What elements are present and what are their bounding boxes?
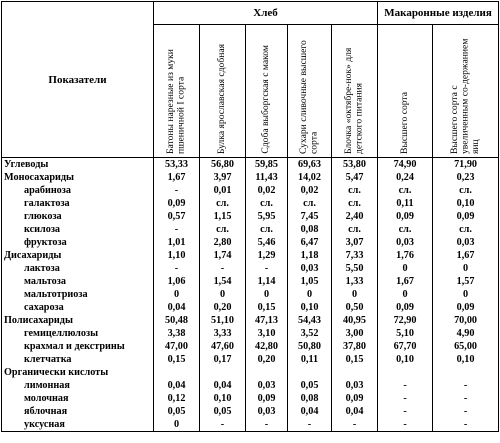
cell-value: 0,02 xyxy=(288,184,332,197)
cell-value: 65,00 xyxy=(433,340,499,353)
table-row xyxy=(2,314,499,327)
cell-value: 72,90 xyxy=(378,314,433,327)
table-row xyxy=(2,197,499,210)
cell-value: 0,04 xyxy=(154,379,200,392)
cell-value: 0,10 xyxy=(433,353,499,366)
cell-value: 0,04 xyxy=(332,405,378,418)
table-row xyxy=(2,236,499,249)
cell-value: 0,10 xyxy=(200,392,246,405)
cell-value: сл. xyxy=(378,184,433,197)
cell-value: 74,90 xyxy=(378,158,433,172)
row-label: клетчатка xyxy=(2,353,154,366)
cell-value xyxy=(246,366,288,379)
cell-value: 0,09 xyxy=(378,210,433,223)
cell-value: 56,80 xyxy=(200,158,246,172)
cell-value: 0,10 xyxy=(288,301,332,314)
cell-value: 1,01 xyxy=(154,236,200,249)
cell-value: 0,15 xyxy=(246,301,288,314)
cell-value: 0,17 xyxy=(200,353,246,366)
cell-value: 1,67 xyxy=(154,171,200,184)
row-label: Полисахариды xyxy=(2,314,154,327)
cell-value: 0,15 xyxy=(154,353,200,366)
table-row xyxy=(2,301,499,314)
cell-value: - xyxy=(246,418,288,432)
table-row xyxy=(2,288,499,301)
cell-value: 0,05 xyxy=(154,405,200,418)
carbohydrates-table xyxy=(1,1,499,432)
cell-value: 50,48 xyxy=(154,314,200,327)
cell-value: сл. xyxy=(288,197,332,210)
cell-value: 1,14 xyxy=(246,275,288,288)
cell-value: 0 xyxy=(154,418,200,432)
indicator-header: Показатели xyxy=(2,2,154,158)
cell-value: 14,02 xyxy=(288,171,332,184)
table-row xyxy=(2,210,499,223)
cell-value: - xyxy=(433,405,499,418)
cell-value: сл. xyxy=(332,223,378,236)
cell-value: 71,90 xyxy=(433,158,499,172)
cell-value: 53,33 xyxy=(154,158,200,172)
cell-value: 0 xyxy=(288,288,332,301)
cell-value: 3,07 xyxy=(332,236,378,249)
cell-value: 5,95 xyxy=(246,210,288,223)
cell-value: 7,45 xyxy=(288,210,332,223)
cell-value: 47,60 xyxy=(200,340,246,353)
cell-value: 1,33 xyxy=(332,275,378,288)
row-label: лактоза xyxy=(2,262,154,275)
cell-value: 0,08 xyxy=(288,223,332,236)
cell-value: 0,10 xyxy=(378,353,433,366)
cell-value: 3,10 xyxy=(246,327,288,340)
table-row xyxy=(2,340,499,353)
cell-value: 0,05 xyxy=(200,405,246,418)
cell-value: 0,11 xyxy=(378,197,433,210)
row-label: фруктоза xyxy=(2,236,154,249)
cell-value xyxy=(288,366,332,379)
column-header: Батоны нарезные из муки пшеничной I сорта xyxy=(154,25,200,158)
cell-value: 0,04 xyxy=(154,301,200,314)
cell-value: 0,20 xyxy=(246,353,288,366)
cell-value: 3,33 xyxy=(200,327,246,340)
row-label: лимонная xyxy=(2,379,154,392)
cell-value: 0,09 xyxy=(378,301,433,314)
column-header: Сухари сливочные высшего сорта xyxy=(288,25,332,158)
cell-value: - xyxy=(332,418,378,432)
cell-value: - xyxy=(154,262,200,275)
table-body xyxy=(2,158,499,432)
cell-value: 3,00 xyxy=(332,327,378,340)
cell-value: сл. xyxy=(332,184,378,197)
cell-value: 0,03 xyxy=(433,236,499,249)
row-label: арабиноза xyxy=(2,184,154,197)
cell-value: 3,52 xyxy=(288,327,332,340)
cell-value: 0 xyxy=(246,288,288,301)
cell-value: сл. xyxy=(246,223,288,236)
cell-value: 0,11 xyxy=(288,353,332,366)
cell-value: 6,47 xyxy=(288,236,332,249)
cell-value: 0,09 xyxy=(246,392,288,405)
table-row xyxy=(2,379,499,392)
row-label: ксилоза xyxy=(2,223,154,236)
table-row xyxy=(2,184,499,197)
nutrition-table-container xyxy=(1,1,499,432)
cell-value: 0,20 xyxy=(200,301,246,314)
row-label: мальтотриоза xyxy=(2,288,154,301)
cell-value: сл. xyxy=(433,184,499,197)
cell-value: - xyxy=(378,392,433,405)
table-row xyxy=(2,327,499,340)
cell-value: 4,90 xyxy=(433,327,499,340)
row-label: яблочная xyxy=(2,405,154,418)
cell-value: 5,10 xyxy=(378,327,433,340)
table-row xyxy=(2,353,499,366)
cell-value: сл. xyxy=(378,223,433,236)
cell-value xyxy=(433,366,499,379)
cell-value: 0 xyxy=(378,288,433,301)
cell-value: - xyxy=(378,418,433,432)
row-label: молочная xyxy=(2,392,154,405)
row-label: глюкоза xyxy=(2,210,154,223)
row-label: галактоза xyxy=(2,197,154,210)
cell-value: 42,80 xyxy=(246,340,288,353)
column-header: Сдоба выборгская с маком xyxy=(246,25,288,158)
table-row xyxy=(2,366,499,379)
cell-value: 1,67 xyxy=(433,249,499,262)
cell-value: 47,13 xyxy=(246,314,288,327)
cell-value: 0 xyxy=(433,262,499,275)
cell-value: - xyxy=(378,405,433,418)
cell-value: 40,95 xyxy=(332,314,378,327)
table-row xyxy=(2,249,499,262)
cell-value: 51,10 xyxy=(200,314,246,327)
cell-value: 53,80 xyxy=(332,158,378,172)
cell-value: - xyxy=(288,418,332,432)
cell-value: 0,12 xyxy=(154,392,200,405)
column-header: Высшего сорта с увеличенным со-держанием яиц xyxy=(433,25,499,158)
row-label: гемицеллюлозы xyxy=(2,327,154,340)
cell-value: 0,04 xyxy=(200,379,246,392)
cell-value: 1,06 xyxy=(154,275,200,288)
column-header: Блочка «октябре-нок» для детского питания xyxy=(332,25,378,158)
cell-value: 0,03 xyxy=(246,405,288,418)
table-row xyxy=(2,392,499,405)
cell-value: 0,03 xyxy=(288,262,332,275)
cell-value: сл. xyxy=(200,223,246,236)
cell-value: 0,50 xyxy=(332,301,378,314)
table-row xyxy=(2,262,499,275)
cell-value: 0,24 xyxy=(378,171,433,184)
row-label: Моносахариды xyxy=(2,171,154,184)
cell-value xyxy=(378,366,433,379)
cell-value: 1,05 xyxy=(288,275,332,288)
column-header: Высшего сорта xyxy=(378,25,433,158)
cell-value: 0,03 xyxy=(246,379,288,392)
cell-value: 11,43 xyxy=(246,171,288,184)
row-label: мальтоза xyxy=(2,275,154,288)
cell-value: 0,04 xyxy=(288,405,332,418)
cell-value: 54,43 xyxy=(288,314,332,327)
cell-value: - xyxy=(200,418,246,432)
row-label: Углеводы xyxy=(2,158,154,172)
cell-value: 1,29 xyxy=(246,249,288,262)
pasta-group-header: Макаронные изделия xyxy=(378,2,499,25)
cell-value: 59,85 xyxy=(246,158,288,172)
cell-value: 67,70 xyxy=(378,340,433,353)
cell-value: 1,76 xyxy=(378,249,433,262)
cell-value: 0,57 xyxy=(154,210,200,223)
cell-value: 0 xyxy=(200,288,246,301)
cell-value: 3,38 xyxy=(154,327,200,340)
cell-value: 1,18 xyxy=(288,249,332,262)
cell-value: 2,40 xyxy=(332,210,378,223)
cell-value: - xyxy=(378,379,433,392)
cell-value: 70,00 xyxy=(433,314,499,327)
cell-value: 0,05 xyxy=(288,379,332,392)
table-row xyxy=(2,405,499,418)
cell-value: 0,01 xyxy=(200,184,246,197)
cell-value: 1,67 xyxy=(378,275,433,288)
cell-value: 37,80 xyxy=(332,340,378,353)
cell-value: 0,15 xyxy=(332,353,378,366)
cell-value: 0 xyxy=(154,288,200,301)
cell-value: 1,74 xyxy=(200,249,246,262)
cell-value: 0,23 xyxy=(433,171,499,184)
cell-value: 0,09 xyxy=(433,301,499,314)
cell-value: сл. xyxy=(332,197,378,210)
cell-value xyxy=(200,366,246,379)
table-row xyxy=(2,158,499,172)
row-label: уксусная xyxy=(2,418,154,432)
cell-value: сл. xyxy=(200,197,246,210)
cell-value: 2,80 xyxy=(200,236,246,249)
cell-value xyxy=(154,366,200,379)
cell-value: - xyxy=(246,262,288,275)
table-row xyxy=(2,418,499,432)
cell-value: 1,57 xyxy=(433,275,499,288)
cell-value: 7,33 xyxy=(332,249,378,262)
cell-value: 3,97 xyxy=(200,171,246,184)
cell-value: - xyxy=(200,262,246,275)
table-row xyxy=(2,171,499,184)
cell-value: сл. xyxy=(433,223,499,236)
cell-value: 5,47 xyxy=(332,171,378,184)
cell-value: - xyxy=(154,184,200,197)
cell-value: - xyxy=(154,223,200,236)
cell-value: 0,10 xyxy=(433,197,499,210)
cell-value: - xyxy=(433,418,499,432)
cell-value: - xyxy=(433,392,499,405)
cell-value: 50,80 xyxy=(288,340,332,353)
cell-value: 0,02 xyxy=(246,184,288,197)
row-label: крахмал и декстрины xyxy=(2,340,154,353)
cell-value: 1,54 xyxy=(200,275,246,288)
cell-value: 0,08 xyxy=(288,392,332,405)
cell-value: 1,10 xyxy=(154,249,200,262)
cell-value: 5,46 xyxy=(246,236,288,249)
table-row xyxy=(2,275,499,288)
table-row xyxy=(2,223,499,236)
cell-value: 1,15 xyxy=(200,210,246,223)
cell-value: 0 xyxy=(433,288,499,301)
row-label: сахароза xyxy=(2,301,154,314)
row-label: Органически кислоты xyxy=(2,366,154,379)
column-header: Булка ярославская сдобная xyxy=(200,25,246,158)
cell-value: 0,09 xyxy=(332,392,378,405)
cell-value: 0,09 xyxy=(433,210,499,223)
cell-value: 0 xyxy=(378,262,433,275)
cell-value: 0,03 xyxy=(332,379,378,392)
cell-value: - xyxy=(433,379,499,392)
cell-value: 69,63 xyxy=(288,158,332,172)
cell-value: 0,03 xyxy=(378,236,433,249)
cell-value xyxy=(332,366,378,379)
cell-value: 5,50 xyxy=(332,262,378,275)
row-label: Дисахариды xyxy=(2,249,154,262)
cell-value: 47,00 xyxy=(154,340,200,353)
cell-value: сл. xyxy=(246,197,288,210)
bread-group-header: Хлеб xyxy=(154,2,378,25)
cell-value: 0,09 xyxy=(154,197,200,210)
cell-value: 0 xyxy=(332,288,378,301)
